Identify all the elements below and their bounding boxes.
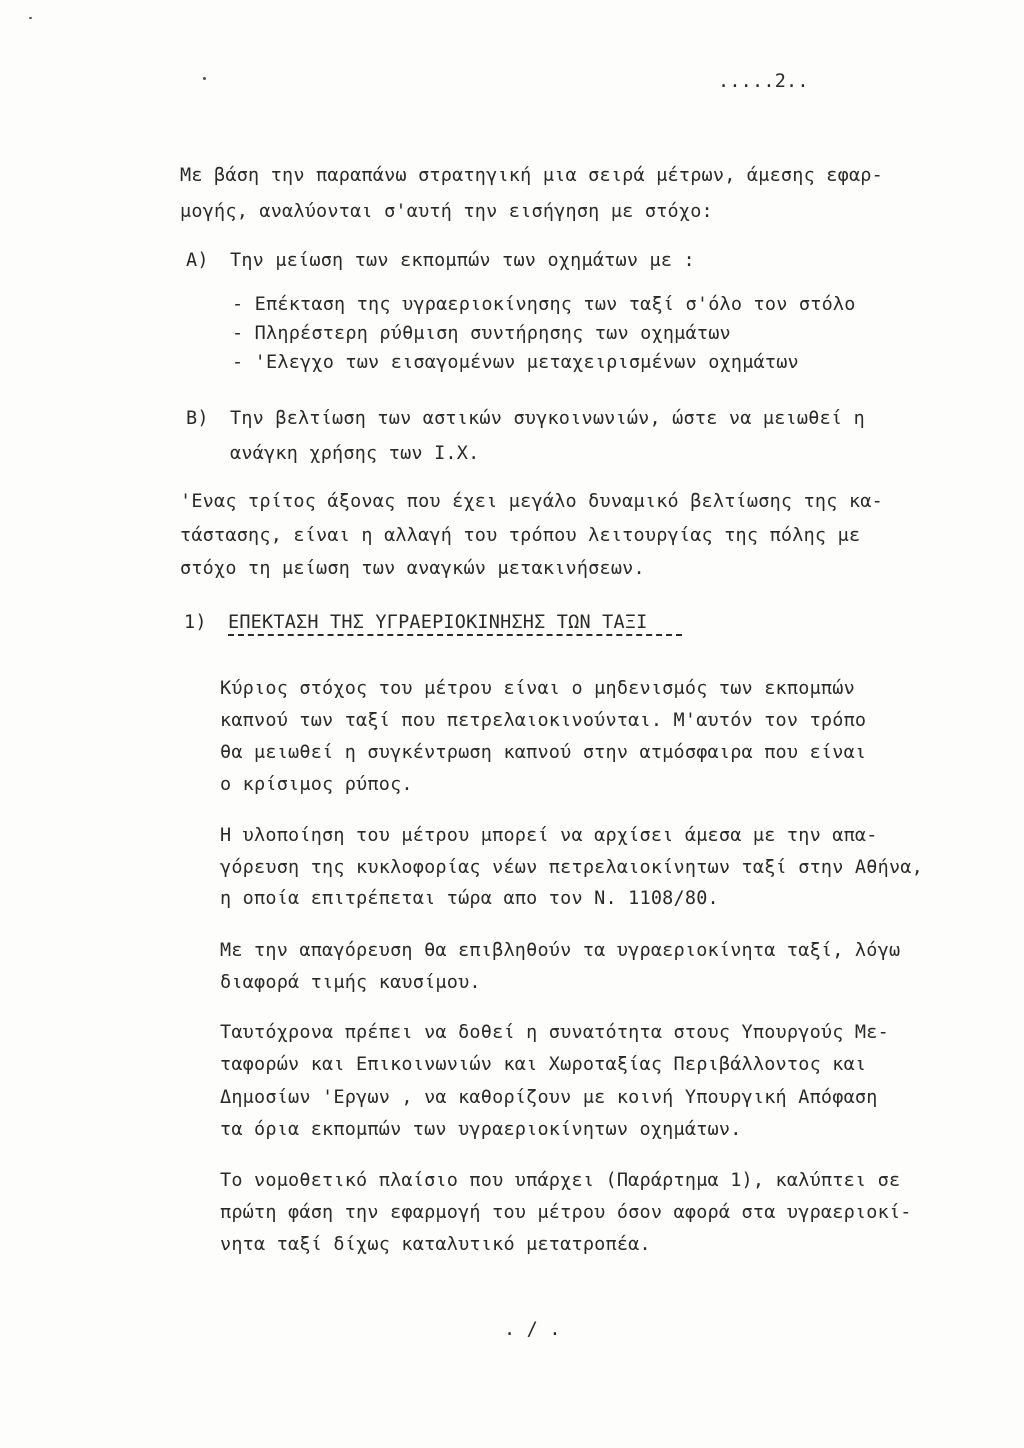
paragraph-line: ταφορών και Επικοινωνιών και Χωροταξίας Περιβάλλοντος και xyxy=(220,1054,867,1075)
continuation-mark: . / . xyxy=(504,1319,561,1340)
item-a-bullet: - Πληρέστερη ρύθμιση συντήρησης των οχημάτων xyxy=(232,323,731,344)
scan-speck xyxy=(29,17,32,19)
paragraph-line: γόρευση της κυκλοφορίας νέων πετρελαιοκίνητων ταξί στην Αθήνα, xyxy=(220,857,923,878)
paragraph-line: Με την απαγόρευση θα επιβληθούν τα υγραεριοκίνητα ταξί, λόγω xyxy=(220,940,901,961)
paragraph-line: τα όρια εκπομπών των υγραεριοκίνητων οχημάτων. xyxy=(220,1119,742,1140)
item-a-bullet: - 'Ελεγχο των εισαγομένων μεταχειρισμένων οχημάτων xyxy=(232,352,799,373)
intro-line-1: Με βάση την παραπάνω στρατηγική μια σειρά μέτρων, άμεσης εφαρ- xyxy=(180,165,883,186)
section-heading-underline xyxy=(228,634,682,636)
paragraph-line: διαφορά τιμής καυσίμου. xyxy=(220,972,481,993)
paragraph-line: θα μειωθεί η συγκέντρωση καπνού στην ατμόσφαιρα που είναι xyxy=(220,742,867,763)
axis-paragraph-line-1: 'Ενας τρίτος άξονας που έχει μεγάλο δυναμικό βελτίωσης της κα- xyxy=(180,491,883,512)
paragraph-line: Δημοσίων 'Εργων , να καθορίζουν με κοινή Υπουργική Απόφαση xyxy=(220,1087,878,1108)
paragraph-line: πρώτη φάση την εφαρμογή του μέτρου όσον αφορά στα υγραεριοκί- xyxy=(220,1202,912,1223)
item-b-line-1: Την βελτίωση των αστικών συγκοινωνιών, ώστε να μειωθεί η xyxy=(230,408,865,429)
paragraph-line: ο κρίσιμος ρύπος. xyxy=(220,774,413,795)
item-a-label: A) xyxy=(186,250,209,271)
paragraph-line: Κύριος στόχος του μέτρου είναι ο μηδενισμός των εκπομπών xyxy=(220,678,855,699)
paragraph-line: καπνού των ταξί που πετρελαιοκινούνται. Μ'αυτόν τον τρόπο xyxy=(220,710,867,731)
item-a-bullet: - Επέκταση της υγραεριοκίνησης των ταξί σ'όλο τον στόλο xyxy=(232,294,856,315)
paragraph-line: Το νομοθετικό πλαίσιο που υπάρχει (Παράρτημα 1), καλύπτει σε xyxy=(220,1170,901,1191)
item-a-text: Την μείωση των εκπομπών των οχημάτων με : xyxy=(230,250,695,271)
paragraph-line: νητα ταξί δίχως καταλυτικό μετατροπέα. xyxy=(220,1234,651,1255)
item-b-label: B) xyxy=(186,408,209,429)
item-b-line-2: ανάγκη χρήσης των Ι.Χ. xyxy=(230,443,480,464)
paragraph-line: Η υλοποίηση του μέτρου μπορεί να αρχίσει άμεσα με την απα- xyxy=(220,825,878,846)
page-number: .....2.. xyxy=(718,71,809,92)
intro-line-2: μογής, αναλύονται σ'αυτή την εισήγηση με στόχο: xyxy=(180,201,713,222)
paragraph-line: η οποία επιτρέπεται τώρα απο τον Ν. 1108/80. xyxy=(220,888,719,909)
paragraph-line: Ταυτόχρονα πρέπει να δοθεί η συνατότητα στους Υπουργούς Με- xyxy=(220,1022,889,1043)
section-heading: ΕΠΕΚΤΑΣΗ ΤΗΣ ΥΓΡΑΕΡΙΟΚΙΝΗΣΗΣ ΤΩΝ ΤΑΞΙ xyxy=(228,612,648,633)
scan-speck xyxy=(203,77,206,80)
section-number: 1) xyxy=(184,612,207,633)
axis-paragraph-line-2: τάστασης, είναι η αλλαγή του τρόπου λειτουργίας της πόλης με xyxy=(180,525,861,546)
axis-paragraph-line-3: στόχο τη μείωση των αναγκών μετακινήσεων. xyxy=(180,558,645,579)
